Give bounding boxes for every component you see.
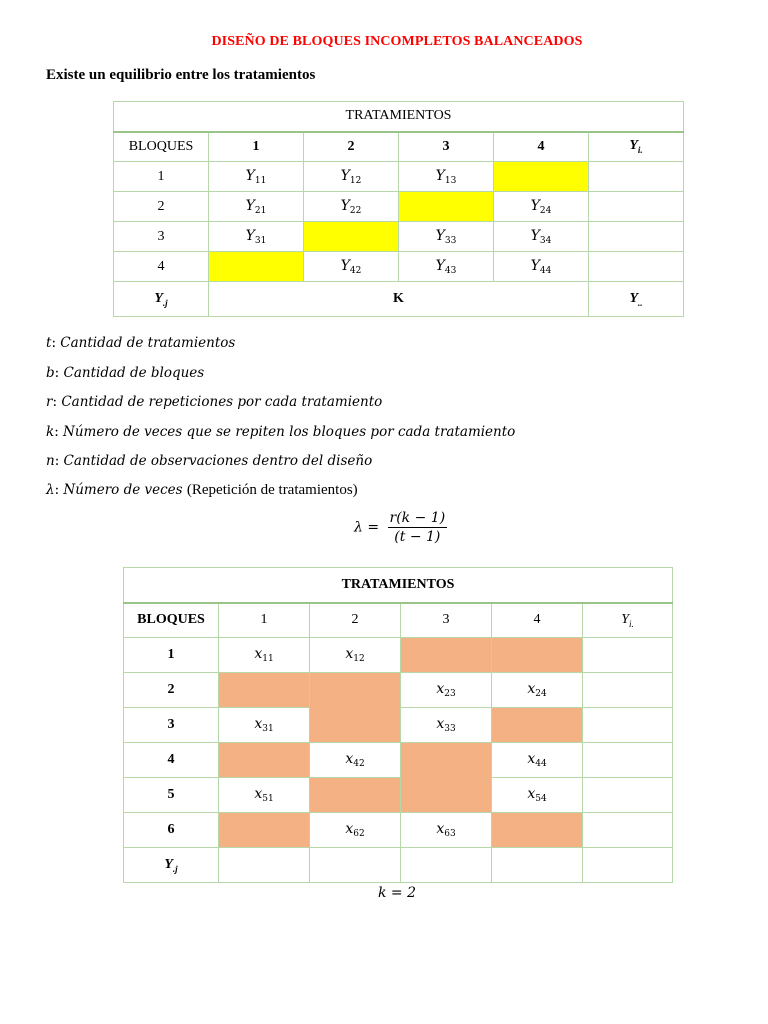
table1-total-cell	[589, 162, 684, 192]
table1-cell: $Y_{24}$	[494, 192, 589, 222]
table2-row-label: 3	[124, 708, 219, 743]
table1-footer-grand-total: $Y_{..}$	[589, 282, 684, 317]
table2-footer-label: $Y_{.j}$	[124, 848, 219, 883]
table2-empty-cell	[219, 673, 310, 708]
table1-cell: $Y_{31}$	[209, 222, 304, 252]
table1-row-label: 3	[114, 222, 209, 252]
table1-row	[114, 162, 684, 192]
table2-cell: $x_{11}$	[219, 638, 310, 673]
table1-total-cell	[589, 192, 684, 222]
table2-cell: $x_{42}$	[310, 743, 401, 778]
treatments-table-2	[123, 567, 673, 883]
table2-empty-cell	[219, 743, 310, 778]
table2-cell: $x_{63}$	[401, 813, 492, 848]
table2-empty-cell	[310, 673, 401, 743]
table2-row	[124, 778, 673, 813]
table2-empty-cell	[492, 708, 583, 743]
table1-footer-k: K	[209, 282, 589, 317]
table1-row-label: 2	[114, 192, 209, 222]
table2-footer-cell	[310, 848, 401, 883]
table2-total-cell	[583, 673, 673, 708]
table2-footer-cell	[583, 848, 673, 883]
lambda-formula	[354, 510, 447, 545]
table2-row	[124, 638, 673, 673]
table2-row	[124, 813, 673, 848]
table1-cell: $Y_{22}$	[304, 192, 399, 222]
table2-total-cell	[583, 778, 673, 813]
table2-cell: $x_{12}$	[310, 638, 401, 673]
table1-total-cell	[589, 252, 684, 282]
table2-col-label: BLOQUES	[124, 603, 219, 638]
definition-lambda: λ: Número de veces (Repetición de tratamientos)	[46, 482, 358, 498]
table2-row	[124, 673, 673, 708]
table2-empty-cell	[310, 778, 401, 813]
table2-total-cell	[583, 638, 673, 673]
table1-col-3: 3	[399, 132, 494, 162]
table2-cell: $x_{31}$	[219, 708, 310, 743]
table1-row	[114, 252, 684, 282]
table2-total-cell	[583, 743, 673, 778]
table2-cell: $x_{24}$	[492, 673, 583, 708]
table2-footer-cell	[492, 848, 583, 883]
table1-cell: $Y_{21}$	[209, 192, 304, 222]
table1-cell: $Y_{12}$	[304, 162, 399, 192]
formula-denominator: (t − 1)	[394, 529, 441, 545]
table2-row-label: 5	[124, 778, 219, 813]
table1-cell: $Y_{13}$	[399, 162, 494, 192]
table2-row-label: 1	[124, 638, 219, 673]
table2-empty-cell	[492, 638, 583, 673]
table1-cell: $Y_{11}$	[209, 162, 304, 192]
table2-row	[124, 743, 673, 778]
table2-total-col: $Y_{i.}$	[583, 603, 673, 638]
table1-col-4: 4	[494, 132, 589, 162]
table2-col-2: 2	[310, 603, 401, 638]
document-title: DISEÑO DE BLOQUES INCOMPLETOS BALANCEADOS	[211, 34, 583, 49]
definition-r: r: Cantidad de repeticiones por cada tratamiento	[46, 394, 383, 410]
table2-row-label: 6	[124, 813, 219, 848]
table1-row-label: 1	[114, 162, 209, 192]
table2-empty-cell	[219, 813, 310, 848]
table1-cell: $Y_{33}$	[399, 222, 494, 252]
table2-empty-cell	[492, 813, 583, 848]
formula-lhs: λ =	[354, 519, 380, 536]
table1-cell: $Y_{34}$	[494, 222, 589, 252]
table1-row-label: 4	[114, 252, 209, 282]
table1-total-col: $Y_{i.}$	[589, 132, 684, 162]
table2-total-cell	[583, 813, 673, 848]
table2-cell: $x_{23}$	[401, 673, 492, 708]
table1-cell: $Y_{42}$	[304, 252, 399, 282]
treatments-table-1	[113, 101, 684, 317]
formula-fraction	[388, 510, 448, 545]
table1-footer-label: $Y_{.j}$	[114, 282, 209, 317]
table2-row-label: 2	[124, 673, 219, 708]
formula-numerator: r(k − 1)	[389, 510, 446, 526]
table1-col-1: 1	[209, 132, 304, 162]
table1-row	[114, 192, 684, 222]
table1-total-cell	[589, 222, 684, 252]
table2-cell: $x_{51}$	[219, 778, 310, 813]
k-note: k = 2	[378, 885, 417, 901]
table2-cell: $x_{62}$	[310, 813, 401, 848]
table2-cell: $x_{54}$	[492, 778, 583, 813]
table2-col-3: 3	[401, 603, 492, 638]
definition-t: t: Cantidad de tratamientos	[46, 335, 236, 351]
table2-empty-cell	[401, 638, 492, 673]
table1-row	[114, 222, 684, 252]
definition-b: b: Cantidad de bloques	[46, 365, 205, 381]
table2-cell: $x_{44}$	[492, 743, 583, 778]
table1-empty-cell	[304, 222, 399, 252]
table1-cell: $Y_{44}$	[494, 252, 589, 282]
table2-footer-cell	[401, 848, 492, 883]
table1-cell: $Y_{43}$	[399, 252, 494, 282]
table2-footer-cell	[219, 848, 310, 883]
table1-empty-cell	[494, 162, 589, 192]
table2-col-4: 4	[492, 603, 583, 638]
table2-cell: $x_{33}$	[401, 708, 492, 743]
definition-n: n: Cantidad de observaciones dentro del diseño	[46, 453, 373, 469]
table1-col-label: BLOQUES	[114, 132, 209, 162]
subtitle: Existe un equilibrio entre los tratamientos	[46, 67, 316, 83]
table2-total-cell	[583, 708, 673, 743]
table2-col-1: 1	[219, 603, 310, 638]
definition-k: k: Número de veces que se repiten los bloques por cada tratamiento	[46, 424, 516, 440]
table2-header: TRATAMIENTOS	[124, 568, 673, 603]
table2-empty-cell	[401, 743, 492, 813]
table1-header: TRATAMIENTOS	[114, 102, 684, 132]
table1-empty-cell	[209, 252, 304, 282]
table1-empty-cell	[399, 192, 494, 222]
table1-col-2: 2	[304, 132, 399, 162]
table2-row-label: 4	[124, 743, 219, 778]
